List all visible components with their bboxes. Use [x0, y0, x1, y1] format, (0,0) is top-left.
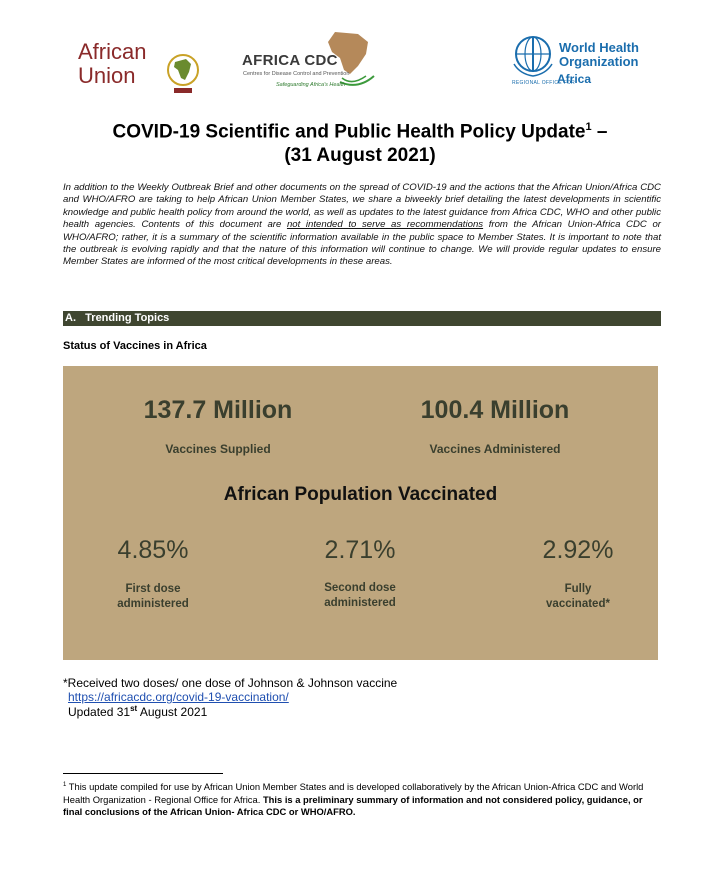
- au-line2: Union: [78, 63, 136, 88]
- footnote: [63, 779, 661, 819]
- who-region-label: REGIONAL OFFICE FOR: [512, 80, 576, 86]
- second-dose-label-1: Second dose: [324, 582, 396, 594]
- who-region: Africa: [557, 72, 592, 86]
- footnote-text: This update compiled for use by African Union Member States and is developed collaboratively by the African Union-Africa CDC and World Health Organization - Regional Office for Africa.: [63, 781, 644, 805]
- footnote-marker: 1: [63, 782, 67, 788]
- footnote-divider: [63, 773, 223, 774]
- source-link[interactable]: https://africacdc.org/covid-19-vaccination/: [68, 690, 289, 704]
- who-line1: World Health: [559, 40, 639, 55]
- population-vaccinated-title: African Population Vaccinated: [223, 484, 498, 505]
- who-line2: Organization: [559, 54, 639, 69]
- intro-text-1: In addition to the Weekly Outbreak Brief and other documents on the spread of COVID-19 and the actions that the African Union/Africa CDC and WHO/AFRO are taking to help African Union Member States, we share a biweekly brief detailing the latest developments in scientific knowledge and public health policy from around the world, as well as updates to the latest guidance from Africa CDC, WHO and other public health agencies. Contents of this document are: [63, 182, 661, 231]
- first-dose-label-1: First dose: [125, 583, 181, 595]
- first-dose-value: 4.85%: [117, 536, 189, 564]
- fully-vaccinated-value: 2.92%: [542, 536, 614, 564]
- who-logo-text: [559, 41, 639, 69]
- updated-post: August 2021: [137, 705, 208, 719]
- cdc-title: AFRICA CDC: [242, 52, 338, 69]
- title-line1: COVID-19 Scientific and Public Health Policy Update: [112, 121, 586, 143]
- second-dose-value: 2.71%: [324, 536, 396, 564]
- cdc-subtitle: Centres for Disease Control and Prevention: [243, 71, 350, 77]
- title-footnote-marker: 1: [585, 121, 592, 133]
- fully-label-1: Fully: [564, 583, 592, 595]
- subheading: Status of Vaccines in Africa: [63, 340, 207, 352]
- vaccine-status-panel: [63, 366, 658, 660]
- second-dose-label-2: administered: [324, 597, 396, 609]
- page-title-date: (31 August 2021): [284, 145, 436, 166]
- african-union-logo-text: [78, 40, 146, 88]
- section-header-bar: [63, 311, 661, 326]
- updated-sup: st: [130, 704, 138, 713]
- title-dash: –: [591, 121, 608, 143]
- updated-pre: Updated 31: [68, 705, 131, 719]
- africa-map-emblem-icon: [166, 48, 200, 96]
- intro-paragraph: [63, 182, 661, 269]
- vaccination-note: *Received two doses/ one dose of Johnson & Johnson vaccine: [63, 676, 398, 690]
- vaccines-supplied-value: 137.7 Million: [143, 396, 293, 424]
- updated-date: [68, 704, 207, 719]
- fully-vaccinated-label: [488, 582, 668, 612]
- footnote-bold-text: This is a preliminary summary of information and not considered policy, guidance, or final conclusions of the African Union- Africa CDC or WHO/AFRO.: [63, 793, 643, 818]
- section-letter: A.: [65, 312, 76, 324]
- fully-label-2: vaccinated*: [546, 598, 610, 610]
- cdc-tagline: Safeguarding Africa's Health: [276, 82, 346, 88]
- second-dose-label: [270, 581, 450, 611]
- section-label: Trending Topics: [85, 312, 170, 324]
- vaccines-supplied-label: Vaccines Supplied: [165, 442, 271, 456]
- who-emblem-icon: [510, 34, 556, 78]
- intro-underlined: not intended to serve as recommendations: [286, 219, 484, 231]
- vaccines-administered-value: 100.4 Million: [420, 396, 570, 424]
- first-dose-label: [63, 582, 243, 612]
- first-dose-label-2: administered: [117, 598, 189, 610]
- intro-text-2: from the African Union-Africa CDC or WHO/AFRO; rather, it is a summary of the scientific information available in the public space to Member States. It is important to note that the outbreak is evolving rapidly and that the nature of this information will continue to change. We will provide regular updates to ensure Member States are informed of the most critical developments in these areas.: [63, 219, 661, 268]
- vaccines-administered-label: Vaccines Administered: [429, 442, 561, 456]
- au-line1: African: [78, 39, 147, 64]
